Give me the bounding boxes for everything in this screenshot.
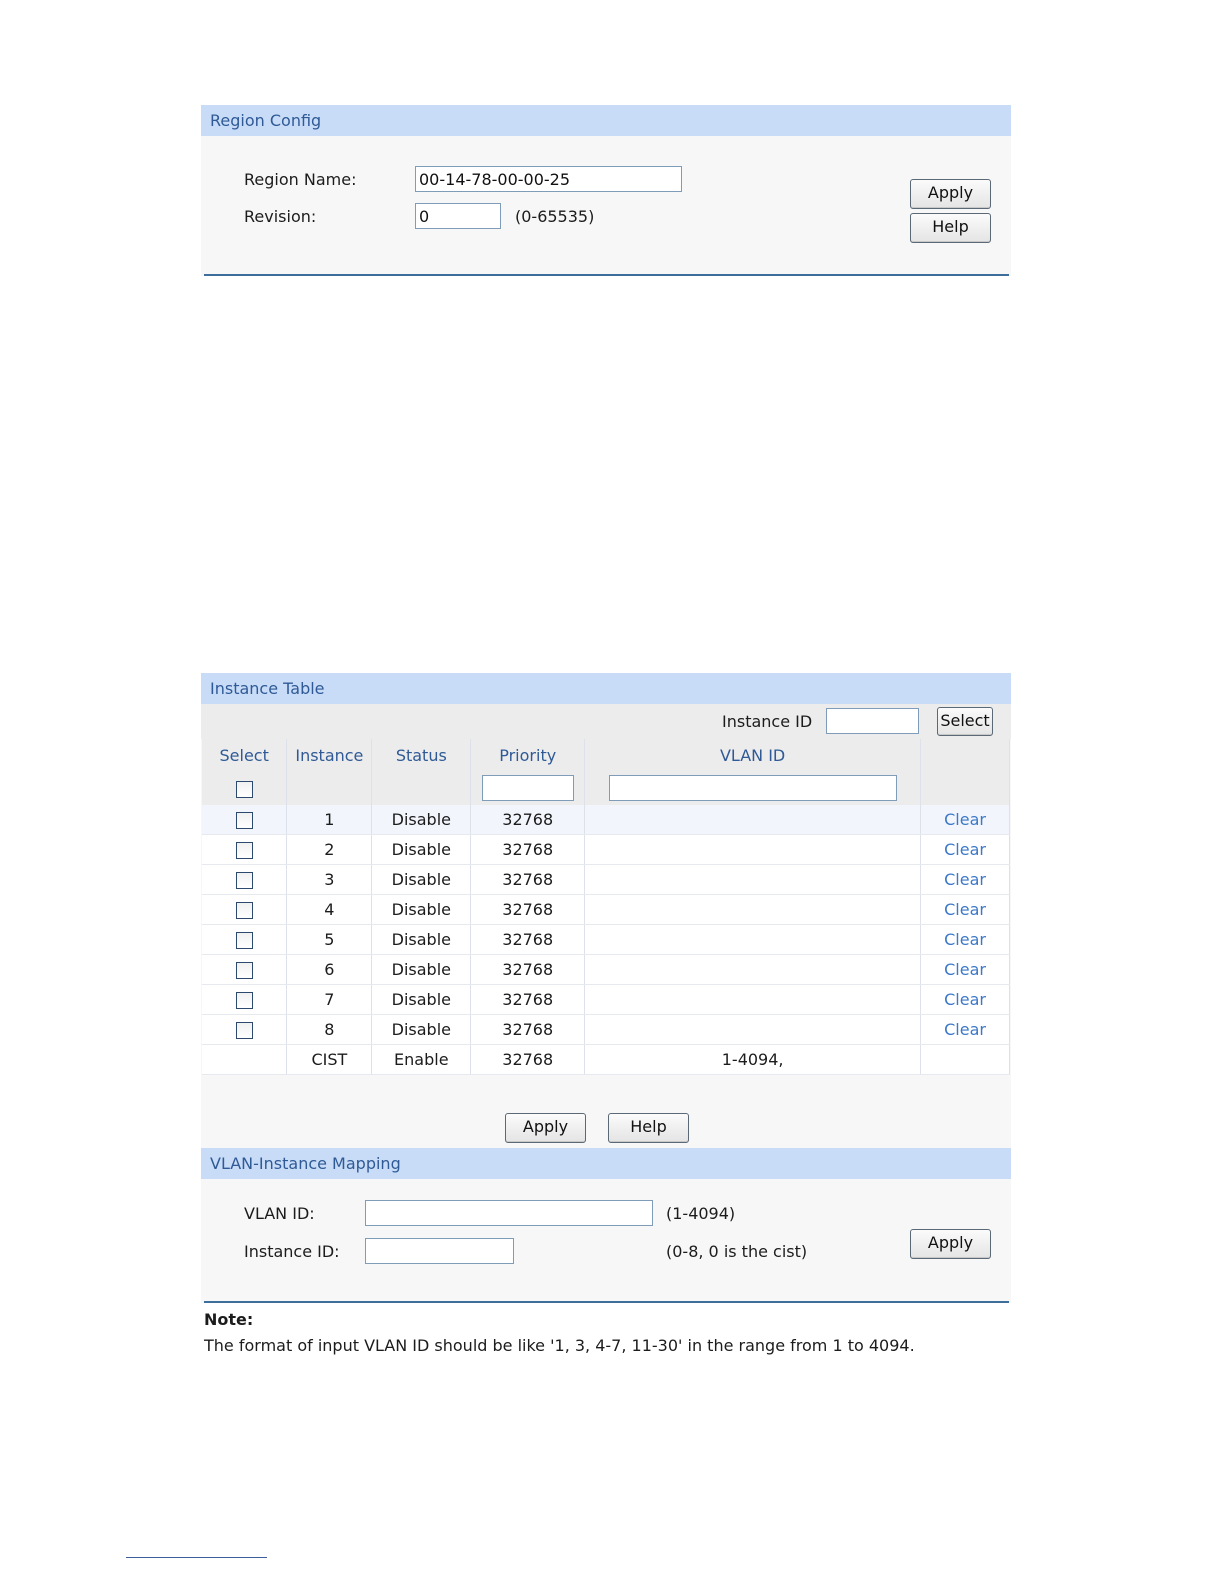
row-vlan-id [585,925,921,955]
mapping-instance-id-hint: (0-8, 0 is the cist) [666,1242,808,1261]
select-all-checkbox[interactable] [236,781,253,798]
row-priority: 32768 [471,895,585,925]
footnote-divider [126,1557,267,1558]
row-priority: 32768 [471,955,585,985]
instance-id-search-input[interactable] [826,708,919,734]
vlan-id-input[interactable] [365,1200,653,1226]
batch-edit-row [202,771,1010,805]
revision-label: Revision: [244,207,317,226]
revision-hint: (0-65535) [515,207,595,226]
row-checkbox[interactable] [236,992,253,1009]
row-checkbox[interactable] [236,932,253,949]
vlan-mapping-panel [201,1148,1011,1303]
row-checkbox[interactable] [236,962,253,979]
row-checkbox[interactable] [236,812,253,829]
vlan-id-label: VLAN ID: [244,1204,315,1223]
mapping-instance-id-input[interactable] [365,1238,514,1264]
row-clear-link[interactable]: Clear [944,810,986,829]
mapping-instance-id-label: Instance ID: [244,1242,340,1261]
row-checkbox[interactable] [236,872,253,889]
table-row [202,955,1010,985]
instance-id-search-label: Instance ID [722,712,813,731]
column-header-vlan-id: VLAN ID [585,739,921,771]
region-config-title: Region Config [201,105,1011,136]
column-header-priority: Priority [471,739,585,771]
row-status: Disable [372,895,471,925]
row-instance: 5 [287,925,372,955]
table-row [202,835,1010,865]
row-priority: 32768 [471,805,585,835]
cist-row [202,1045,1010,1075]
row-clear-link[interactable]: Clear [944,1020,986,1039]
cist-priority: 32768 [471,1045,585,1075]
row-clear-link[interactable]: Clear [944,960,986,979]
instance-table-body [201,704,1011,1148]
vlan-mapping-title: VLAN-Instance Mapping [201,1148,1011,1179]
instance-apply-button[interactable]: Apply [505,1113,586,1143]
row-priority: 32768 [471,835,585,865]
row-status: Disable [372,925,471,955]
instance-help-button[interactable]: Help [608,1113,689,1143]
row-clear-link[interactable]: Clear [944,900,986,919]
region-apply-button[interactable]: Apply [910,179,991,209]
column-header-instance: Instance [287,739,372,771]
row-instance: 8 [287,1015,372,1045]
note-title: Note: [204,1310,254,1329]
row-vlan-id [585,1015,921,1045]
instance-table [202,739,1010,1075]
row-vlan-id [585,805,921,835]
row-vlan-id [585,955,921,985]
table-row [202,865,1010,895]
mapping-divider [204,1301,1009,1303]
batch-priority-input[interactable] [482,775,574,801]
row-instance: 6 [287,955,372,985]
region-name-label: Region Name: [244,170,357,189]
row-vlan-id [585,835,921,865]
instance-table-title: Instance Table [201,673,1011,704]
row-instance: 3 [287,865,372,895]
row-clear-link[interactable]: Clear [944,930,986,949]
instance-table-panel [201,673,1011,1148]
cist-instance: CIST [287,1045,372,1075]
row-instance: 1 [287,805,372,835]
row-priority: 32768 [471,925,585,955]
row-instance: 4 [287,895,372,925]
row-clear-link[interactable]: Clear [944,990,986,1009]
row-vlan-id [585,895,921,925]
row-instance: 7 [287,985,372,1015]
table-row [202,925,1010,955]
row-checkbox[interactable] [236,842,253,859]
row-status: Disable [372,865,471,895]
cist-vlan-id: 1-4094, [585,1045,921,1075]
table-row [202,895,1010,925]
vlan-mapping-body [201,1179,1011,1303]
table-header-row [202,739,1010,771]
region-config-body [201,136,1011,276]
row-checkbox[interactable] [236,902,253,919]
region-help-button[interactable]: Help [910,213,991,243]
mapping-apply-button[interactable]: Apply [910,1229,991,1259]
instance-search-bar [201,704,1011,739]
batch-vlan-id-input[interactable] [609,775,897,801]
row-status: Disable [372,955,471,985]
row-status: Disable [372,805,471,835]
row-priority: 32768 [471,985,585,1015]
cist-status: Enable [372,1045,471,1075]
row-checkbox[interactable] [236,1022,253,1039]
row-vlan-id [585,985,921,1015]
select-button[interactable]: Select [937,707,993,736]
column-header-status: Status [372,739,471,771]
row-priority: 32768 [471,1015,585,1045]
vlan-id-hint: (1-4094) [666,1204,736,1223]
region-config-panel [201,105,1011,276]
row-instance: 2 [287,835,372,865]
region-divider [204,274,1009,276]
row-vlan-id [585,865,921,895]
note-text: The format of input VLAN ID should be like '1, 3, 4-7, 11-30' in the range from 1 to 4094. [204,1336,915,1355]
row-clear-link[interactable]: Clear [944,870,986,889]
row-clear-link[interactable]: Clear [944,840,986,859]
table-row [202,805,1010,835]
revision-input[interactable] [415,203,501,229]
row-status: Disable [372,1015,471,1045]
row-priority: 32768 [471,865,585,895]
row-status: Disable [372,985,471,1015]
column-header-action [921,739,1010,771]
column-header-select: Select [202,739,287,771]
table-row [202,985,1010,1015]
table-row [202,1015,1010,1045]
row-status: Disable [372,835,471,865]
region-name-input[interactable] [415,166,682,192]
